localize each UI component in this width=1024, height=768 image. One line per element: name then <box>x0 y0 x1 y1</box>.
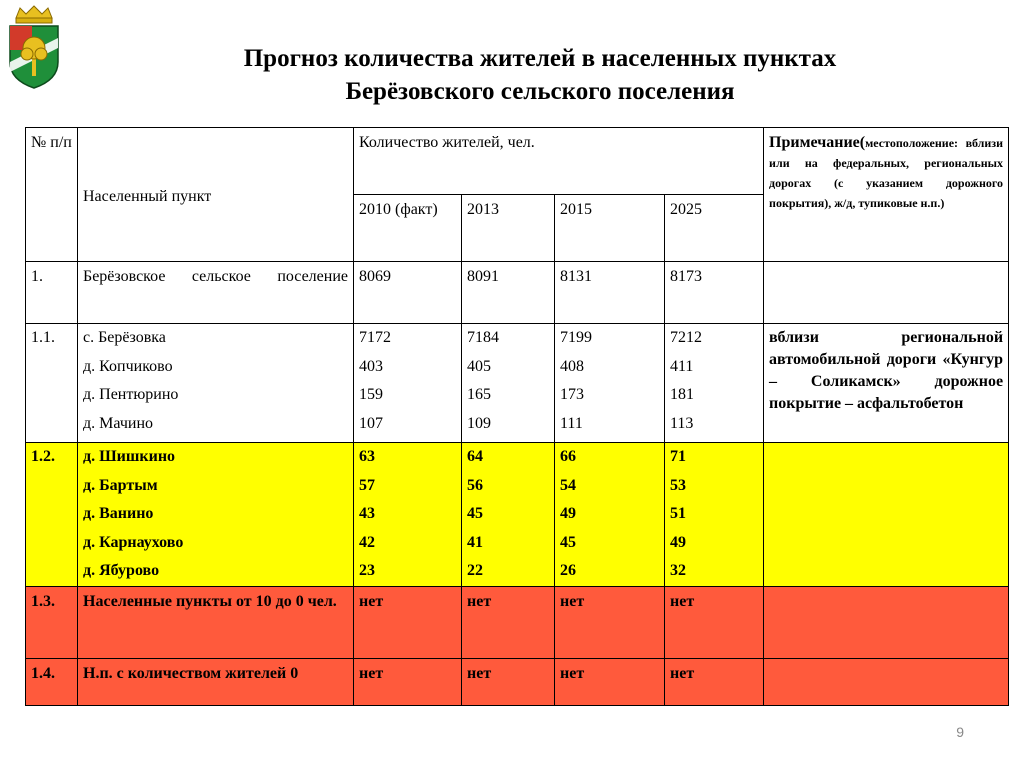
title-line-1: Прогноз количества жителей в населенных пунктах <box>243 45 837 72</box>
row-note <box>764 443 1009 587</box>
settlement-name: д. Копчиково <box>83 357 173 375</box>
row-num: 1.3. <box>26 586 78 658</box>
value: 7172 <box>359 329 391 346</box>
value: 57 <box>359 476 375 494</box>
row-num <box>26 443 78 587</box>
row-2013 <box>462 324 555 443</box>
row-num: 1. <box>26 262 78 324</box>
row-note <box>764 262 1009 324</box>
value: 42 <box>359 533 375 551</box>
row-2015: нет <box>555 586 665 658</box>
row-2025: 8173 <box>665 262 764 324</box>
row-settlement: Населенные пункты от 10 до 0 чел. <box>78 586 354 658</box>
row-num <box>26 324 78 443</box>
value: 49 <box>560 505 576 522</box>
row-settlement: Берёзовское сельское поселение <box>78 262 354 324</box>
table-row <box>26 262 1009 324</box>
page-number: 9 <box>956 724 964 740</box>
value: 51 <box>670 505 686 522</box>
row-2013 <box>462 443 555 587</box>
row-settlement <box>78 324 354 443</box>
value: 49 <box>670 533 686 551</box>
row-2010: нет <box>354 658 462 705</box>
header-row <box>26 128 1009 195</box>
row-2010: нет <box>354 586 462 658</box>
value: 7184 <box>467 329 499 346</box>
title-line-2: Берёзовского сельского поселения <box>345 78 735 105</box>
value: 408 <box>560 357 584 375</box>
row-2025 <box>665 324 764 443</box>
row-num-text: 1.2. <box>31 448 55 465</box>
settlement-name: с. Берёзовка <box>83 329 166 346</box>
row-2015 <box>555 443 665 587</box>
value: 173 <box>560 386 584 403</box>
row-2025: нет <box>665 586 764 658</box>
row-note <box>764 586 1009 658</box>
header-note-prefix: Примечание( <box>769 134 866 151</box>
value: 56 <box>467 476 483 494</box>
table-row <box>26 586 1009 658</box>
header-num: № п/п <box>26 128 78 262</box>
row-2015: 8131 <box>555 262 665 324</box>
value: 403 <box>359 357 383 375</box>
value: 41 <box>467 533 483 551</box>
value: 32 <box>670 562 686 579</box>
population-table <box>25 127 1009 706</box>
value: 23 <box>359 562 375 579</box>
settlement-name: д. Карнаухово <box>83 533 184 551</box>
header-year-2010: 2010 (факт) <box>354 195 462 262</box>
row-num-text: 1.1. <box>31 329 55 346</box>
value: 7212 <box>670 329 702 346</box>
settlement-name: д. Мачино <box>83 414 153 432</box>
value: 111 <box>560 414 583 432</box>
value: 113 <box>670 414 694 432</box>
value: 107 <box>359 414 383 432</box>
value: 66 <box>560 448 576 465</box>
row-num: 1.4. <box>26 658 78 705</box>
value: 165 <box>467 386 491 403</box>
row-note: вблизи региональной автомобильной дороги «Кунгур – Соликамск» дорожное покрытие – асфальтобетон <box>764 324 1009 443</box>
header-settlement: Населенный пункт <box>78 128 354 262</box>
settlement-name: д. Ванино <box>83 505 154 522</box>
value: 54 <box>560 476 576 494</box>
table-row <box>26 443 1009 587</box>
value: 45 <box>560 533 576 551</box>
table-row <box>26 658 1009 705</box>
page-title <box>120 42 960 108</box>
row-2013: нет <box>462 586 555 658</box>
row-2010 <box>354 443 462 587</box>
row-2013: 8091 <box>462 262 555 324</box>
header-year-2015: 2015 <box>555 195 665 262</box>
value: 7199 <box>560 329 592 346</box>
row-2010 <box>354 324 462 443</box>
header-residents: Количество жителей, чел. <box>354 128 764 195</box>
value: 411 <box>670 357 694 375</box>
settlement-name: д. Бартым <box>83 476 158 494</box>
row-2015: нет <box>555 658 665 705</box>
row-2015 <box>555 324 665 443</box>
header-year-2013: 2013 <box>462 195 555 262</box>
header-note <box>764 128 1009 262</box>
row-2025: нет <box>665 658 764 705</box>
value: 26 <box>560 562 576 579</box>
value: 181 <box>670 386 694 403</box>
value: 45 <box>467 505 483 522</box>
settlement-name: д. Пентюрино <box>83 386 179 403</box>
header-year-2025: 2025 <box>665 195 764 262</box>
row-2010: 8069 <box>354 262 462 324</box>
row-note <box>764 658 1009 705</box>
value: 109 <box>467 414 491 432</box>
value: 159 <box>359 386 383 403</box>
value: 63 <box>359 448 375 465</box>
settlement-name: д. Шишкино <box>83 448 176 465</box>
table-row <box>26 324 1009 443</box>
row-settlement: Н.п. с количеством жителей 0 <box>78 658 354 705</box>
value: 22 <box>467 562 483 579</box>
value: 71 <box>670 448 686 465</box>
row-settlement <box>78 443 354 587</box>
coat-of-arms-icon <box>6 4 62 90</box>
row-2025 <box>665 443 764 587</box>
settlement-name: д. Ябурово <box>83 562 160 579</box>
value: 405 <box>467 357 491 375</box>
value: 43 <box>359 505 375 522</box>
header-note-detail: местоположение: вблизи или на федеральных, региональных дорогах (с указанием дорожного покрытия), ж/д, тупиковые н.п.) <box>769 136 1004 210</box>
value: 53 <box>670 476 686 494</box>
row-2013: нет <box>462 658 555 705</box>
value: 64 <box>467 448 483 465</box>
